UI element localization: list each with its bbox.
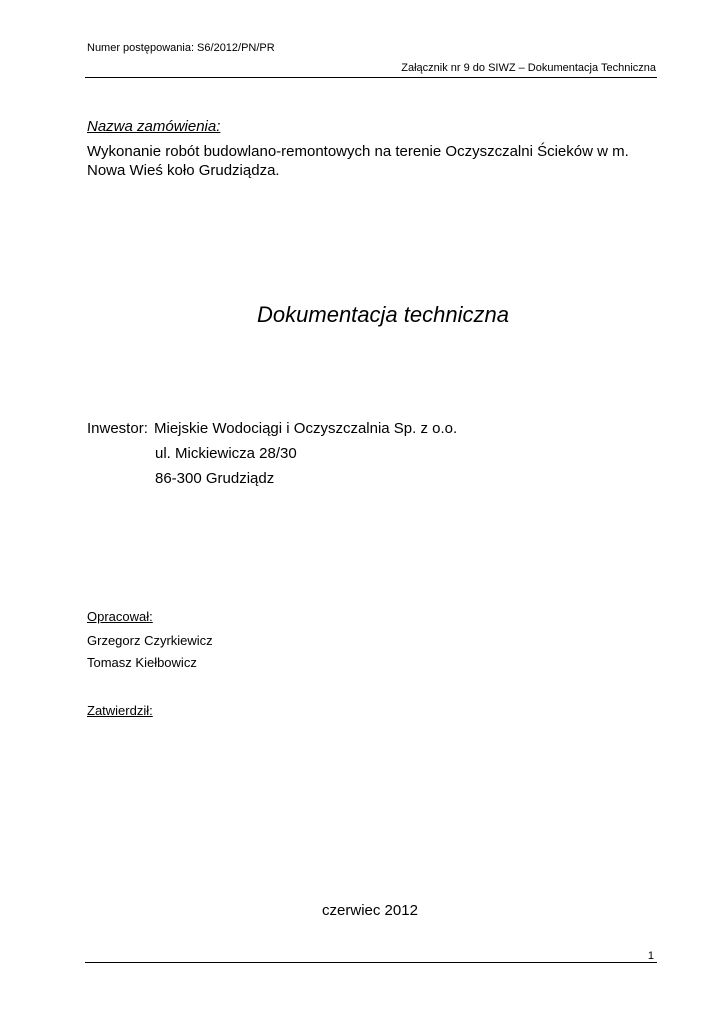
investor-label: Inwestor: <box>87 420 148 437</box>
author-name: Grzegorz Czyrkiewicz <box>87 633 213 648</box>
page-number: 1 <box>647 950 654 962</box>
prepared-by-label: Opracował: <box>87 609 153 624</box>
order-name-label: Nazwa zamówienia: <box>87 118 221 135</box>
author-name: Tomasz Kiełbowicz <box>87 655 197 670</box>
investor-street: ul. Mickiewicza 28/30 <box>155 445 297 462</box>
header-divider <box>85 77 657 78</box>
order-name-text: Wykonanie robót budowlano-remontowych na terenie Oczyszczalni Ścieków w m. Nowa Wieś koło Grudziądza. <box>87 143 629 179</box>
attachment-header: Załącznik nr 9 do SIWZ – Dokumentacja Techniczna <box>401 62 656 74</box>
approved-by-label: Zatwierdził: <box>87 703 153 718</box>
case-number: Numer postępowania: S6/2012/PN/PR <box>87 42 275 54</box>
investor-name: Miejskie Wodociągi i Oczyszczalnia Sp. z o.o. <box>154 420 458 437</box>
document-date: czerwiec 2012 <box>322 902 418 919</box>
investor-city: 86-300 Grudziądz <box>155 470 275 487</box>
document-title: Dokumentacja techniczna <box>257 302 509 327</box>
footer-divider <box>85 962 657 963</box>
